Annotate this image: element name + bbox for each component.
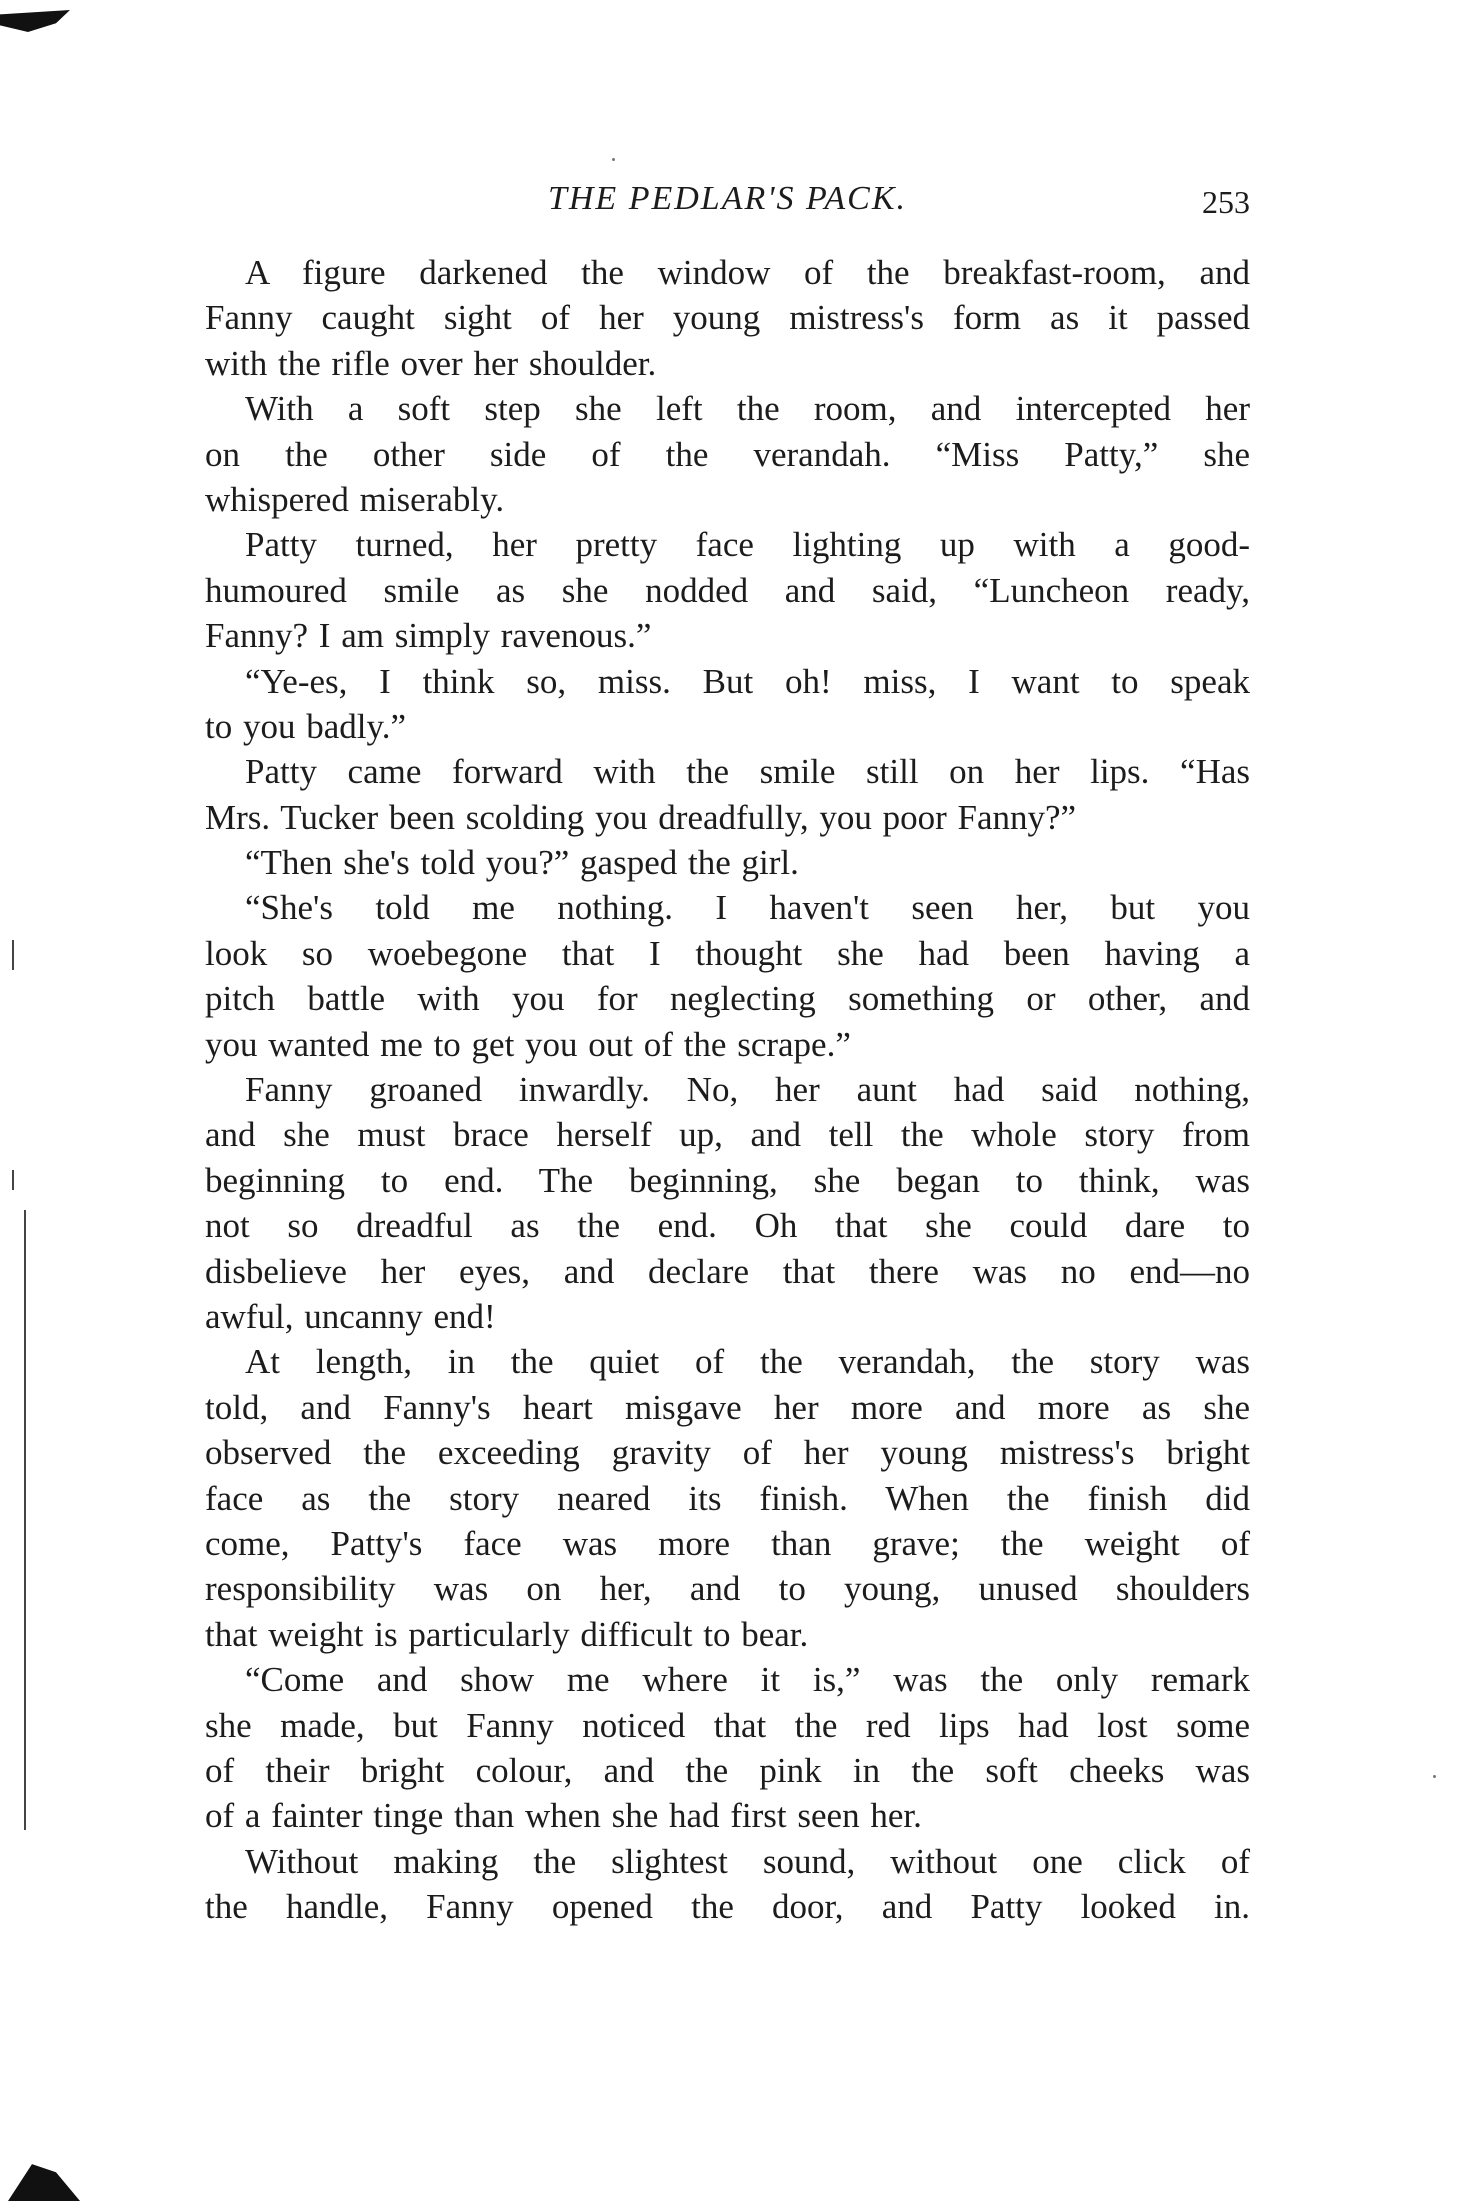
text-line: of a fainter tinge than when she had first seen her. (205, 1796, 922, 1836)
text-line: pitch battle with you for neglecting something or other, and (205, 979, 1250, 1019)
text-line: observed the exceeding gravity of her young mistress's bright (205, 1433, 1250, 1473)
text-line: look so woebegone that I thought she had been having a (205, 933, 1250, 973)
text-line: of their bright colour, and the pink in the soft cheeks was (205, 1750, 1250, 1790)
page-number: 253 (1202, 184, 1250, 220)
text-line: that weight is particularly difficult to bear. (205, 1614, 809, 1654)
text-line: Mrs. Tucker been scolding you dreadfully, you poor Fanny?” (205, 797, 1077, 837)
text-line: Fanny caught sight of her young mistress's form as it passed (205, 298, 1250, 338)
text-line: With a soft step she left the room, and intercepted her (245, 389, 1250, 429)
text-line: “Then she's told you?” gasped the girl. (245, 843, 799, 883)
text-line: face as the story neared its finish. When the finish did (205, 1478, 1250, 1518)
text-line: to you badly.” (205, 706, 406, 746)
text-line: Without making the slightest sound, without one click of (245, 1841, 1250, 1881)
margin-scan-mark (12, 940, 14, 970)
ink-blot-top-left (0, 10, 70, 32)
text-line: on the other side of the verandah. “Miss Patty,” she (205, 434, 1250, 474)
text-line: “Ye-es, I think so, miss. But oh! miss, I want to speak (245, 661, 1250, 701)
text-line: awful, uncanny end! (205, 1296, 496, 1336)
text-line: responsibility was on her, and to young, unused shoulders (205, 1569, 1250, 1609)
text-line: whispered miserably. (205, 479, 505, 519)
text-line: she made, but Fanny noticed that the red lips had lost some (205, 1705, 1250, 1745)
text-line: and she must brace herself up, and tell the whole story from (205, 1115, 1250, 1155)
text-line: humoured smile as she nodded and said, “Luncheon ready, (205, 570, 1250, 610)
page-header (205, 180, 1250, 230)
text-line: beginning to end. The beginning, she began to think, was (205, 1160, 1250, 1200)
ink-blot-bottom-left (0, 2160, 80, 2201)
text-line: At length, in the quiet of the verandah, the story was (245, 1342, 1250, 1382)
text-line: told, and Fanny's heart misgave her more and more as she (205, 1387, 1250, 1427)
text-line: Patty came forward with the smile still on her lips. “Has (245, 752, 1250, 792)
text-line: the handle, Fanny opened the door, and Patty looked in. (205, 1887, 1250, 1927)
text-line: Fanny? I am simply ravenous.” (205, 616, 652, 656)
margin-scan-mark (12, 1170, 14, 1190)
running-title: THE PEDLAR'S PACK. (547, 180, 908, 217)
text-line: you wanted me to get you out of the scrape.” (205, 1024, 851, 1064)
body-text (205, 250, 1250, 1929)
text-line: “Come and show me where it is,” was the only remark (245, 1660, 1250, 1700)
text-line: disbelieve her eyes, and declare that there was no end—no (205, 1251, 1250, 1291)
text-line: Patty turned, her pretty face lighting up with a good- (245, 525, 1250, 565)
margin-scan-line (24, 1210, 26, 1830)
text-line: “She's told me nothing. I haven't seen her, but you (245, 888, 1250, 928)
speck (1433, 1775, 1436, 1778)
text-line: Fanny groaned inwardly. No, her aunt had said nothing, (245, 1070, 1250, 1110)
text-line: come, Patty's face was more than grave; the weight of (205, 1523, 1250, 1563)
speck (612, 158, 615, 161)
text-line: A figure darkened the window of the breakfast-room, and (245, 253, 1250, 292)
text-line: not so dreadful as the end. Oh that she could dare to (205, 1206, 1250, 1246)
text-line: with the rifle over her shoulder. (205, 343, 657, 383)
